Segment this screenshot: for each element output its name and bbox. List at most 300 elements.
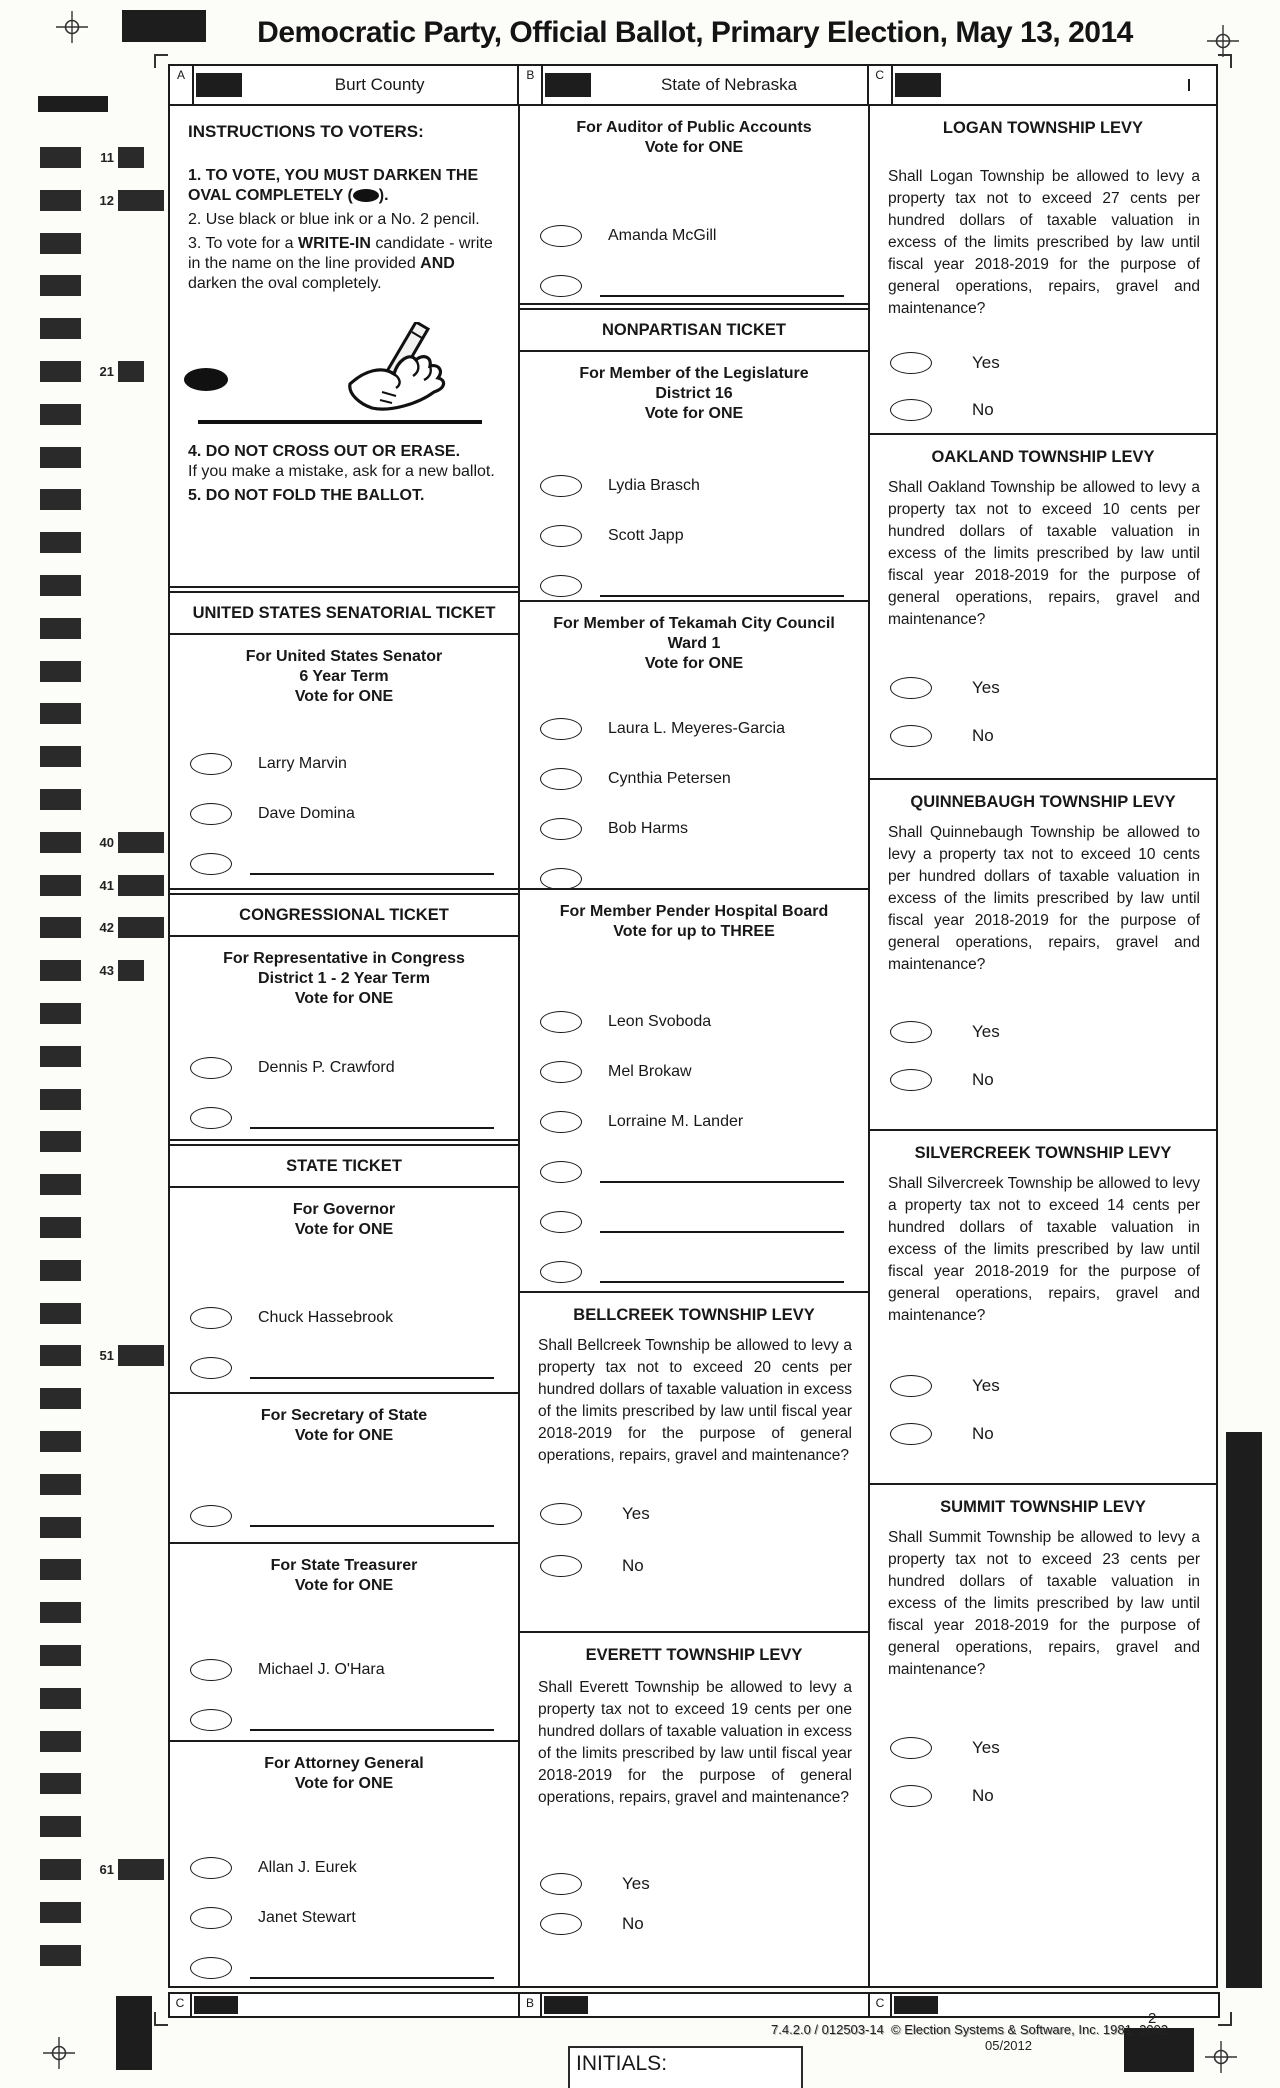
timing-mark-icon <box>40 618 81 639</box>
timing-mark-icon <box>40 447 81 468</box>
ballot-option-row <box>890 1375 1216 1397</box>
county-name: Burt County <box>334 75 425 94</box>
timing-mark-icon <box>40 361 81 382</box>
timing-mark-icon <box>40 789 81 810</box>
header-cell-b <box>517 66 866 104</box>
contest-heading-line: For Governor <box>292 1201 396 1218</box>
registration-crosshair-bottom-right <box>1204 2040 1238 2074</box>
yes-no-label: Yes <box>622 1504 650 1523</box>
instruction-item <box>188 234 504 294</box>
timing-mark-icon <box>118 875 164 896</box>
ballot-oval[interactable] <box>540 718 582 740</box>
ballot-oval[interactable] <box>540 1061 582 1083</box>
ballot-option-row <box>540 718 868 740</box>
contest-heading-line: Vote for ONE <box>294 1775 394 1792</box>
timing-mark-icon <box>40 1217 81 1238</box>
candidate-name: Allan J. Eurek <box>258 1859 357 1876</box>
timing-mark-number: 21 <box>99 364 114 379</box>
ballot-option-row <box>890 1021 1216 1043</box>
timing-mark-icon <box>895 73 941 97</box>
contest-heading-line: For United States Senator <box>245 648 443 665</box>
ballot-oval[interactable] <box>540 225 582 247</box>
levy-box <box>870 780 1216 1131</box>
contest-heading <box>170 937 518 1009</box>
crop-mark-bottom-left <box>154 2012 168 2026</box>
levy-question: Shall Bellcreek Township be allowed to levy a property tax not to exceed 20 cents per hundred dollars of taxable valuation in excess of the limits prescribed by law until fiscal year 2018-2019 for the purpose of general operations, repairs, gravel and maintenance? <box>538 1337 852 1464</box>
ballot-option-row <box>190 1957 518 1979</box>
timing-mark-icon <box>196 73 242 97</box>
ballot-date: 05/2012 <box>985 2038 1032 2053</box>
ballot-option-row <box>540 768 868 790</box>
ballot-option-row <box>540 525 868 547</box>
page-number: 2 <box>1148 2010 1157 2027</box>
contest-box <box>170 1544 518 1742</box>
contest-box <box>170 1394 518 1544</box>
ballot-option-row <box>890 1423 1216 1445</box>
ballot-option-row <box>890 1785 1216 1807</box>
candidate-name: Lorraine M. Lander <box>608 1113 744 1130</box>
ballot-option-row <box>890 725 1216 747</box>
instruction-text: WRITE-IN <box>298 235 371 252</box>
ballot-option-row <box>190 1659 518 1681</box>
contest-heading <box>520 602 868 674</box>
instruction-item <box>188 486 504 506</box>
contest-box <box>520 106 868 305</box>
yes-no-label: No <box>972 1424 994 1443</box>
contest-heading <box>170 1394 518 1446</box>
contest-heading-line: Vote for ONE <box>644 655 744 672</box>
contest-box <box>170 937 518 1141</box>
timing-mark-icon <box>40 404 81 425</box>
ballot-option-row <box>540 275 868 297</box>
timing-mark-icon <box>40 917 81 938</box>
instruction-text: AND <box>420 255 455 272</box>
ballot-oval[interactable] <box>190 803 232 825</box>
ballot-oval[interactable] <box>890 1069 932 1091</box>
ticket-header-label: CONGRESSIONAL TICKET <box>239 905 449 924</box>
contest-heading-line: Vote for ONE <box>294 688 394 705</box>
ballot-option-row <box>190 1107 518 1129</box>
ballot-option-row <box>890 352 1216 374</box>
timing-mark-icon <box>194 1996 238 2014</box>
ballot-option-row <box>540 1161 868 1183</box>
ballot-option-row <box>540 1011 868 1033</box>
ballot-oval[interactable] <box>190 1357 232 1379</box>
levy-box <box>520 1633 868 1988</box>
timing-mark-icon <box>40 832 81 853</box>
timing-mark-icon <box>40 1688 81 1709</box>
contest-heading-line: Vote for ONE <box>644 139 744 156</box>
timing-mark-icon <box>40 233 81 254</box>
contest-heading-line: For Member Pender Hospital Board <box>559 903 829 920</box>
instruction-text: darken the oval completely. <box>188 275 382 292</box>
ballot-oval[interactable] <box>540 768 582 790</box>
timing-mark-icon <box>118 832 164 853</box>
timing-mark-icon <box>40 1431 81 1452</box>
candidate-name: Cynthia Petersen <box>608 770 731 787</box>
instruction-item <box>188 166 504 206</box>
timing-mark-number: 12 <box>99 193 114 208</box>
ballot-oval[interactable] <box>540 525 582 547</box>
write-in-line[interactable] <box>250 1506 494 1527</box>
contest-box <box>170 1742 518 1988</box>
levy-heading: LOGAN TOWNSHIP LEVY <box>942 119 1144 137</box>
ballot-oval[interactable] <box>540 475 582 497</box>
timing-mark-icon <box>40 703 81 724</box>
ballot-option-row <box>540 475 868 497</box>
ballot-option-row <box>890 1069 1216 1091</box>
ballot-oval[interactable] <box>190 1107 232 1129</box>
ballot-oval[interactable] <box>190 1907 232 1929</box>
ballot-oval[interactable] <box>540 1011 582 1033</box>
instruction-text: ). <box>378 187 389 204</box>
instruction-text: candidate - write in the name on the line provided <box>188 235 493 272</box>
ballot-option-row <box>190 1307 518 1329</box>
contest-box <box>170 635 518 890</box>
timing-mark-icon <box>40 1859 81 1880</box>
ballot-oval[interactable] <box>540 275 582 297</box>
ballot-oval[interactable] <box>540 868 582 890</box>
bottom-cell-1 <box>168 1992 520 2018</box>
timing-mark-icon <box>40 147 81 168</box>
contest-heading-line: Ward 1 <box>667 635 721 652</box>
instruction-text: If you make a mistake, ask for a new ballot. <box>188 463 495 480</box>
ballot-option-row <box>190 853 518 875</box>
candidate-name: Bob Harms <box>608 820 689 837</box>
ballot-option-row <box>540 1913 868 1935</box>
ballot-option-row <box>190 1709 518 1731</box>
yes-no-label: No <box>972 400 994 419</box>
candidate-name: Dave Domina <box>258 805 355 822</box>
yes-no-label: No <box>622 1556 644 1575</box>
levy-question: Shall Silvercreek Township be allowed to levy a property tax not to exceed 14 cents per hundred dollars of taxable valuation in excess of the limits prescribed by law until fiscal year 2018-2019 for the purpose of general operations, repairs, gravel and maintenance? <box>888 1175 1200 1324</box>
levy-heading: OAKLAND TOWNSHIP LEVY <box>931 448 1155 466</box>
ballot-option-row <box>540 1211 868 1233</box>
column-letter-b: B <box>519 66 543 104</box>
contest-box <box>520 602 868 890</box>
ballot-oval[interactable] <box>190 1659 232 1681</box>
timing-mark-number: 43 <box>99 963 114 978</box>
bottom-cell-3 <box>868 1992 1220 2018</box>
ballot-option-row <box>190 803 518 825</box>
ballot-oval[interactable] <box>190 1057 232 1079</box>
timing-mark-icon <box>894 1996 938 2014</box>
candidate-name: Lydia Brasch <box>608 477 700 494</box>
candidate-name: Mel Brokaw <box>608 1063 692 1080</box>
levy-question: Shall Everett Township be allowed to levy a property tax not to exceed 19 cents per one hundred dollars of taxable valuation in excess of the limits prescribed by law until fiscal year 2018-2019 for the purpose of general operations, repairs, gravel and maintenance? <box>538 1679 852 1806</box>
ballot-oval[interactable] <box>890 677 932 699</box>
ballot-oval[interactable] <box>540 575 582 597</box>
ballot-code-line <box>771 2022 1168 2037</box>
timing-mark-icon <box>40 1474 81 1495</box>
contest-heading-line: For Auditor of Public Accounts <box>576 119 812 136</box>
voting-illustration <box>170 324 518 424</box>
instruction-item <box>188 442 504 482</box>
timing-mark-icon <box>40 1773 81 1794</box>
levy-question: Shall Summit Township be allowed to levy a property tax not to exceed 23 cents per hundred dollars of taxable valuation in excess of the limits prescribed by law until fiscal year 2018-2019 for the purpose of general operations, repairs, gravel and maintenance? <box>888 1529 1200 1678</box>
right-margin-bar <box>1226 1432 1262 1988</box>
ballot-oval[interactable] <box>890 1737 932 1759</box>
ballot-oval[interactable] <box>540 1555 582 1577</box>
column-letter-a: A <box>170 66 194 104</box>
contest-heading-line: Vote for ONE <box>294 990 394 1007</box>
timing-mark-icon <box>40 661 81 682</box>
timing-mark-icon <box>118 1859 164 1880</box>
timing-mark-number: 51 <box>99 1348 114 1363</box>
ballot-oval[interactable] <box>890 1375 932 1397</box>
ballot-oval[interactable] <box>540 1913 582 1935</box>
write-in-line[interactable] <box>250 854 494 875</box>
registration-crosshair-bottom-left <box>42 2036 76 2070</box>
instruction-text: 3. To vote for a <box>188 235 298 252</box>
instructions-title: INSTRUCTIONS TO VOTERS: <box>188 122 424 141</box>
ticket-header <box>170 1144 518 1188</box>
ballot-oval[interactable] <box>190 1709 232 1731</box>
contest-heading-line: 6 Year Term <box>299 668 389 685</box>
timing-mark-icon <box>40 1559 81 1580</box>
ballot-column-c <box>870 106 1216 1988</box>
ticket-header <box>170 893 518 937</box>
timing-mark-icon <box>40 318 81 339</box>
write-in-line[interactable] <box>250 1710 494 1731</box>
ballot-title: Democratic Party, Official Ballot, Primary Election, May 13, 2014 <box>257 16 1133 49</box>
instruction-item <box>188 210 504 230</box>
timing-mark-icon <box>40 532 81 553</box>
timing-mark-icon <box>40 1174 81 1195</box>
timing-mark-icon <box>40 1388 81 1409</box>
bottom-letter: B <box>520 1994 542 2016</box>
contest-box <box>520 890 868 1293</box>
header-cell-c <box>867 66 1216 104</box>
ticket-header <box>520 308 868 352</box>
timing-mark-icon <box>40 1260 81 1281</box>
contest-heading-line: For Secretary of State <box>260 1407 428 1424</box>
ballot-oval[interactable] <box>540 1111 582 1133</box>
instruction-text: 4. DO NOT CROSS OUT OR ERASE. <box>188 443 461 460</box>
bottom-letter: C <box>870 1994 892 2016</box>
candidate-name: Michael J. O'Hara <box>258 1661 385 1678</box>
timing-mark-icon <box>40 575 81 596</box>
instruction-text: 1. TO VOTE, YOU MUST DARKEN THE OVAL COMPLETELY ( <box>188 167 479 204</box>
timing-mark-wide <box>38 96 108 112</box>
write-in-line[interactable] <box>600 576 844 597</box>
ballot-option-row <box>540 1873 868 1895</box>
contest-box <box>170 1188 518 1394</box>
contest-heading-line: Vote for ONE <box>644 405 744 422</box>
timing-mark-icon <box>118 1345 164 1366</box>
filled-oval-icon <box>353 189 379 202</box>
yes-no-label: Yes <box>622 1874 650 1893</box>
ballot-oval[interactable] <box>190 753 232 775</box>
contest-box <box>520 352 868 602</box>
column-letter-c: C <box>869 66 893 104</box>
copyright-text: © Election Systems & Software, Inc. 1981, 2002 <box>891 2022 1168 2037</box>
ballot-option-row <box>890 399 1216 421</box>
instruction-text: 2. Use black or blue ink or a No. 2 pencil. <box>188 211 480 228</box>
ballot-oval[interactable] <box>540 1161 582 1183</box>
ticket-header-label: STATE TICKET <box>286 1156 402 1175</box>
ballot-option-row <box>190 1857 518 1879</box>
timing-mark-icon <box>40 1645 81 1666</box>
timing-mark-icon <box>40 1046 81 1067</box>
timing-mark-icon <box>118 361 144 382</box>
levy-question: Shall Logan Township be allowed to levy a property tax not to exceed 27 cents per hundred dollars of taxable valuation in excess of the limits prescribed by law until fiscal year 2018-2019 for the purpose of general operations, repairs, gravel and maintenance? <box>888 168 1200 317</box>
ballot-option-row <box>540 1061 868 1083</box>
ballot-option-row <box>540 1261 868 1283</box>
write-in-line[interactable] <box>600 1162 844 1183</box>
timing-mark-icon <box>118 917 164 938</box>
bottom-letter: C <box>170 1994 192 2016</box>
contest-heading-line: For Member of Tekamah City Council <box>553 615 835 632</box>
candidate-name: Larry Marvin <box>258 755 347 772</box>
ballot-option-row <box>540 1555 868 1577</box>
write-in-line[interactable] <box>600 869 844 890</box>
timing-mark-icon <box>40 1602 81 1623</box>
ballot-oval[interactable] <box>540 1211 582 1233</box>
crop-mark-top-right <box>1218 54 1232 68</box>
contest-heading-line: For Representative in Congress <box>223 950 465 967</box>
ballot-oval[interactable] <box>190 1857 232 1879</box>
candidate-name: Janet Stewart <box>258 1909 356 1926</box>
levy-heading: EVERETT TOWNSHIP LEVY <box>585 1646 803 1664</box>
levy-box <box>870 1485 1216 1988</box>
timing-mark-bottom-left <box>116 1996 152 2070</box>
levy-heading: BELLCREEK TOWNSHIP LEVY <box>573 1306 815 1324</box>
levy-box <box>870 1131 1216 1485</box>
ballot-option-row <box>890 677 1216 699</box>
registration-crosshair-top-left <box>55 10 89 44</box>
timing-mark-icon <box>40 746 81 767</box>
ballot-oval[interactable] <box>190 1957 232 1979</box>
ballot-option-row <box>190 1357 518 1379</box>
ballot-oval[interactable] <box>890 1423 932 1445</box>
timing-mark-icon <box>40 1517 81 1538</box>
ballot-oval[interactable] <box>190 1505 232 1527</box>
header-cell-a <box>170 66 517 104</box>
timing-mark-icon <box>118 190 164 211</box>
write-in-example-line <box>198 420 482 424</box>
ticket-header <box>170 591 518 635</box>
ballot-oval[interactable] <box>540 1873 582 1895</box>
timing-mark-icon <box>40 190 81 211</box>
yes-no-label: No <box>972 726 994 745</box>
timing-mark-icon <box>40 1003 81 1024</box>
ballot-option-row <box>540 1503 868 1525</box>
timing-mark-icon <box>40 1345 81 1366</box>
levy-box <box>520 1293 868 1633</box>
timing-mark-icon <box>40 1902 81 1923</box>
yes-no-label: Yes <box>972 678 1000 697</box>
contest-heading-line: Vote for up to THREE <box>613 923 775 940</box>
levy-heading: SUMMIT TOWNSHIP LEVY <box>940 1498 1146 1516</box>
yes-no-label: No <box>972 1786 994 1805</box>
timing-mark-icon <box>118 147 144 168</box>
contest-heading <box>170 1544 518 1596</box>
timing-mark-icon <box>40 1731 81 1752</box>
ballot-option-row <box>540 818 868 840</box>
contest-heading-line: District 1 - 2 Year Term <box>258 970 430 987</box>
contest-heading <box>170 1742 518 1794</box>
ballot-oval[interactable] <box>190 1307 232 1329</box>
ballot-oval[interactable] <box>190 853 232 875</box>
timing-mark-icon <box>40 1303 81 1324</box>
ballot-option-row <box>540 575 868 597</box>
yes-no-label: Yes <box>972 1022 1000 1041</box>
ballot-oval[interactable] <box>540 1261 582 1283</box>
timing-mark-number: 11 <box>100 150 114 165</box>
timing-mark-icon <box>40 875 81 896</box>
timing-mark-icon <box>40 1131 81 1152</box>
crop-mark-top-left <box>154 54 168 68</box>
ballot-option-row <box>540 868 868 890</box>
instructions-box <box>170 106 518 588</box>
timing-mark-icon <box>40 960 81 981</box>
write-in-line[interactable] <box>250 1958 494 1979</box>
timing-mark-number: 41 <box>99 878 114 893</box>
ballot-oval[interactable] <box>890 725 932 747</box>
contest-heading-line: For State Treasurer <box>270 1557 418 1574</box>
candidate-name: Laura L. Meyeres-Garcia <box>608 720 785 737</box>
initials-box[interactable] <box>568 2046 803 2088</box>
contest-heading-line: For Attorney General <box>264 1755 424 1772</box>
timing-mark-icon <box>40 275 81 296</box>
write-in-line[interactable] <box>600 276 844 297</box>
ballot-oval[interactable] <box>540 1503 582 1525</box>
tick-mark <box>1188 79 1190 91</box>
ballot-oval[interactable] <box>540 818 582 840</box>
crop-mark-bottom-right <box>1218 2012 1232 2026</box>
yes-no-label: Yes <box>972 1376 1000 1395</box>
filled-oval-example <box>184 368 228 391</box>
candidate-name: Amanda McGill <box>608 227 717 244</box>
contest-heading-line: Vote for ONE <box>294 1427 394 1444</box>
ballot-oval[interactable] <box>890 1021 932 1043</box>
levy-box <box>870 106 1216 435</box>
ballot-option-row <box>890 1737 1216 1759</box>
levy-question: Shall Quinnebaugh Township be allowed to levy a property tax not to exceed 10 cents per hundred dollars of taxable valuation in excess of the limits prescribed by law until fiscal year 2018-2019 for the purpose of general operations, repairs, gravel and maintenance? <box>888 824 1200 973</box>
contest-heading <box>170 635 518 707</box>
write-in-line[interactable] <box>250 1358 494 1379</box>
contest-heading <box>520 890 868 942</box>
timing-mark-icon <box>545 73 591 97</box>
ballot-oval[interactable] <box>890 1785 932 1807</box>
levy-question: Shall Oakland Township be allowed to levy a property tax not to exceed 10 cents per hundred dollars of taxable valuation in excess of the limits prescribed by law until fiscal year 2018-2019 for the purpose of general operations, repairs, gravel and maintenance? <box>888 479 1200 628</box>
candidate-name: Dennis P. Crawford <box>258 1059 395 1076</box>
initials-label: INITIALS: <box>576 2052 668 2075</box>
timing-mark-icon <box>40 1816 81 1837</box>
levy-heading: SILVERCREEK TOWNSHIP LEVY <box>914 1144 1172 1162</box>
contest-heading-line: Vote for ONE <box>294 1221 394 1238</box>
write-in-line[interactable] <box>600 1262 844 1283</box>
state-name: State of Nebraska <box>660 75 798 94</box>
ticket-header-label: UNITED STATES SENATORIAL TICKET <box>192 603 496 622</box>
timing-mark-icon <box>40 1945 81 1966</box>
yes-no-label: Yes <box>972 353 1000 372</box>
contest-heading <box>520 352 868 424</box>
ballot-option-row <box>540 225 868 247</box>
ballot-oval[interactable] <box>890 352 932 374</box>
ballot-column-b <box>520 106 870 1988</box>
ballot-code: 7.4.2.0 / 012503-14 <box>771 2022 884 2037</box>
yes-no-label: Yes <box>972 1738 1000 1757</box>
contest-heading-line: District 16 <box>655 385 733 402</box>
ballot-oval[interactable] <box>890 399 932 421</box>
levy-heading: QUINNEBAUGH TOWNSHIP LEVY <box>910 793 1176 811</box>
write-in-line[interactable] <box>250 1108 494 1129</box>
bottom-cell-2 <box>518 1992 870 2018</box>
write-in-line[interactable] <box>600 1212 844 1233</box>
timing-mark-number: 40 <box>99 835 114 850</box>
